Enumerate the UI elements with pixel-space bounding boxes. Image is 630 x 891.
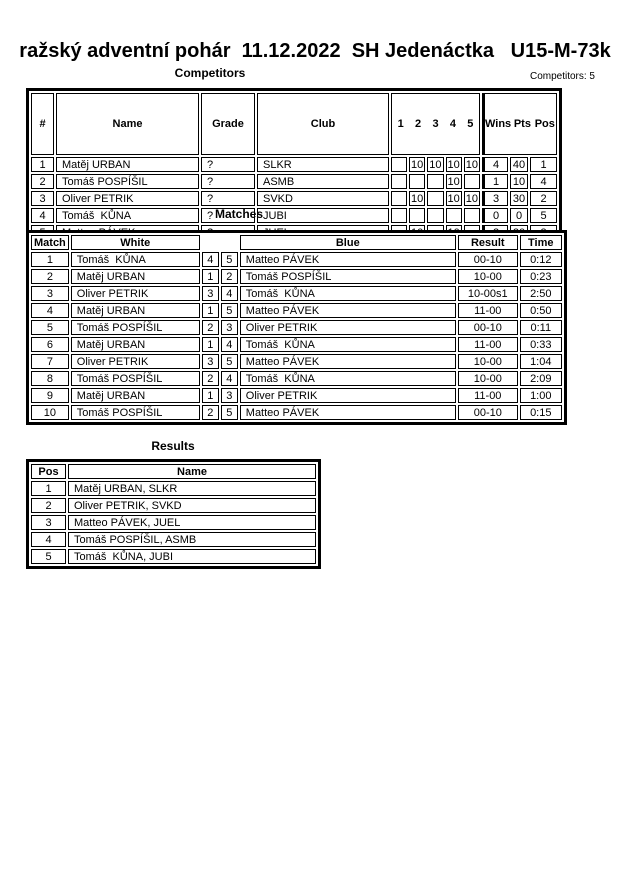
matches-heading: Matches bbox=[214, 207, 264, 221]
match-time-cell: 2:09 bbox=[520, 371, 562, 386]
results-header-row bbox=[31, 464, 316, 479]
match-wn-cell: 2 bbox=[202, 371, 219, 386]
competitor-name-cell: Oliver PETRIK bbox=[56, 191, 199, 206]
result-pos-cell: 3 bbox=[31, 515, 66, 530]
result-row bbox=[31, 498, 316, 513]
match-wn-cell: 1 bbox=[202, 303, 219, 318]
competitor-club-cell: JUBI bbox=[257, 208, 389, 223]
match-row bbox=[31, 354, 562, 369]
match-match-cell: 8 bbox=[31, 371, 69, 386]
col-header-opponents bbox=[391, 93, 480, 155]
match-match-cell: 2 bbox=[31, 269, 69, 284]
result-row bbox=[31, 549, 316, 564]
competitor-grade-cell: ? bbox=[201, 157, 255, 172]
match-bn-cell: 3 bbox=[221, 388, 238, 403]
competitor-s3-cell bbox=[427, 174, 443, 189]
competitors-header-row bbox=[31, 93, 557, 155]
competitor-s5-cell bbox=[464, 174, 480, 189]
col-header-result: Result bbox=[458, 235, 518, 250]
match-time-cell: 1:04 bbox=[520, 354, 562, 369]
opponent-col-label: 4 bbox=[449, 118, 456, 130]
match-result-cell: 00-10 bbox=[458, 405, 518, 420]
match-blue-cell: Matteo PÁVEK bbox=[240, 405, 456, 420]
result-row bbox=[31, 532, 316, 547]
match-time-cell: 1:00 bbox=[520, 388, 562, 403]
match-result-cell: 00-10 bbox=[458, 252, 518, 267]
match-blue-cell: Tomáš KŮNA bbox=[240, 286, 456, 301]
competitor-club-cell: SLKR bbox=[257, 157, 389, 172]
match-result-cell: 10-00s1 bbox=[458, 286, 518, 301]
match-bn-cell: 5 bbox=[221, 354, 238, 369]
match-bn-cell: 4 bbox=[221, 371, 238, 386]
match-row bbox=[31, 388, 562, 403]
competitor-s1-cell bbox=[391, 157, 407, 172]
competitor-wins-cell: 3 bbox=[482, 191, 508, 206]
competitor-num-cell: 4 bbox=[31, 208, 54, 223]
match-blue-cell: Matteo PÁVEK bbox=[240, 303, 456, 318]
match-blue-cell: Oliver PETRIK bbox=[240, 388, 456, 403]
competitor-grade-cell: ? bbox=[201, 208, 255, 223]
competitor-wins-cell: 0 bbox=[482, 208, 508, 223]
match-result-cell: 10-00 bbox=[458, 354, 518, 369]
match-white-cell: Matěj URBAN bbox=[71, 303, 200, 318]
col-header-time: Time bbox=[520, 235, 562, 250]
opponent-col-label: 1 bbox=[397, 118, 404, 130]
competitor-wins-cell: 1 bbox=[482, 174, 508, 189]
match-row bbox=[31, 286, 562, 301]
col-header-pos: Pos bbox=[31, 464, 66, 479]
competitor-s1-cell bbox=[391, 191, 407, 206]
opponent-col-label: 3 bbox=[432, 118, 439, 130]
match-white-cell: Tomáš POSPÍŠIL bbox=[71, 371, 200, 386]
match-match-cell: 9 bbox=[31, 388, 69, 403]
match-result-cell: 11-00 bbox=[458, 303, 518, 318]
match-bn-cell: 4 bbox=[221, 337, 238, 352]
match-bn-cell: 4 bbox=[221, 286, 238, 301]
match-wn-cell: 1 bbox=[202, 388, 219, 403]
competitor-s2-cell: 10 bbox=[411, 158, 424, 171]
match-white-cell: Matěj URBAN bbox=[71, 388, 200, 403]
match-time-cell: 0:50 bbox=[520, 303, 562, 318]
competitor-s5-cell: 10 bbox=[465, 158, 478, 171]
result-name-cell: Tomáš POSPÍŠIL, ASMB bbox=[68, 532, 316, 547]
match-row bbox=[31, 337, 562, 352]
competitor-pts-cell: 40 bbox=[510, 157, 528, 172]
competitor-row bbox=[31, 174, 557, 189]
competitor-name-cell: Tomáš POSPÍŠIL bbox=[56, 174, 199, 189]
match-blue-cell: Matteo PÁVEK bbox=[240, 354, 456, 369]
match-result-cell: 10-00 bbox=[458, 269, 518, 284]
match-wn-cell: 2 bbox=[202, 320, 219, 335]
competitor-name-cell: Tomáš KŮNA bbox=[56, 208, 199, 223]
result-pos-cell: 2 bbox=[31, 498, 66, 513]
match-time-cell: 0:23 bbox=[520, 269, 562, 284]
col-header-result-name: Name bbox=[68, 464, 316, 479]
competitor-s2-cell: 10 bbox=[411, 192, 424, 205]
competitor-name-cell: Matěj URBAN bbox=[56, 157, 199, 172]
matches-header-row bbox=[31, 235, 562, 250]
results-heading: Results bbox=[151, 439, 195, 453]
match-blue-cell: Tomáš KŮNA bbox=[240, 337, 456, 352]
match-time-cell: 2:50 bbox=[520, 286, 562, 301]
competitor-club-cell: SVKD bbox=[257, 191, 389, 206]
result-row bbox=[31, 515, 316, 530]
col-header-grade: Grade bbox=[201, 93, 255, 155]
match-match-cell: 6 bbox=[31, 337, 69, 352]
match-match-cell: 3 bbox=[31, 286, 69, 301]
match-wn-cell: 2 bbox=[202, 405, 219, 420]
col-header-blue: Blue bbox=[240, 235, 456, 250]
competitor-s4-cell: 10 bbox=[447, 192, 460, 205]
competitors-count: Competitors: 5 bbox=[529, 71, 595, 82]
pos-col-label: Pos bbox=[534, 118, 555, 130]
match-match-cell: 7 bbox=[31, 354, 69, 369]
match-bn-cell: 3 bbox=[221, 320, 238, 335]
matches-table bbox=[26, 230, 567, 425]
competitor-pos-cell: 1 bbox=[530, 157, 557, 172]
result-name-cell: Matěj URBAN, SLKR bbox=[68, 481, 316, 496]
competitor-s5-cell: 10 bbox=[465, 192, 478, 205]
match-blue-cell: Tomáš KŮNA bbox=[240, 371, 456, 386]
tournament-title: ražský adventní pohár 11.12.2022 SH Jedenáctka U15-M-73k bbox=[19, 40, 611, 62]
match-result-cell: 10-00 bbox=[458, 371, 518, 386]
match-row bbox=[31, 320, 562, 335]
match-time-cell: 0:33 bbox=[520, 337, 562, 352]
competitor-club-cell: ASMB bbox=[257, 174, 389, 189]
competitor-pts-cell: 30 bbox=[510, 191, 528, 206]
match-result-cell: 11-00 bbox=[458, 388, 518, 403]
match-blue-cell: Matteo PÁVEK bbox=[240, 252, 456, 267]
competitor-pts-cell: 0 bbox=[510, 208, 528, 223]
competitor-pts-cell: 10 bbox=[510, 174, 528, 189]
competitor-s4-cell: 10 bbox=[447, 158, 460, 171]
match-match-cell: 4 bbox=[31, 303, 69, 318]
match-wn-cell: 4 bbox=[202, 252, 219, 267]
match-row bbox=[31, 303, 562, 318]
match-white-cell: Tomáš KŮNA bbox=[71, 252, 200, 267]
opponent-col-label: 2 bbox=[415, 118, 422, 130]
pts-col-label: Pts bbox=[513, 118, 531, 130]
competitor-s2-cell bbox=[409, 174, 425, 189]
result-pos-cell: 1 bbox=[31, 481, 66, 496]
match-time-cell: 0:11 bbox=[520, 320, 562, 335]
match-white-cell: Oliver PETRIK bbox=[71, 286, 200, 301]
wins-col-label: Wins bbox=[485, 118, 512, 130]
competitors-heading: Competitors bbox=[174, 66, 246, 80]
match-blue-cell: Tomáš POSPÍŠIL bbox=[240, 269, 456, 284]
match-wn-cell: 3 bbox=[202, 354, 219, 369]
competitor-wins-cell: 4 bbox=[482, 157, 508, 172]
competitor-s1-cell bbox=[391, 174, 407, 189]
competitor-s4-cell: 10 bbox=[447, 175, 460, 188]
match-row bbox=[31, 371, 562, 386]
result-row bbox=[31, 481, 316, 496]
competitor-pos-cell: 4 bbox=[530, 174, 557, 189]
match-bn-cell: 5 bbox=[221, 405, 238, 420]
match-wn-cell: 1 bbox=[202, 269, 219, 284]
match-time-cell: 0:12 bbox=[520, 252, 562, 267]
match-match-cell: 5 bbox=[31, 320, 69, 335]
competitor-pos-cell: 5 bbox=[530, 208, 557, 223]
match-bn-cell: 5 bbox=[221, 252, 238, 267]
match-bn-cell: 2 bbox=[221, 269, 238, 284]
competitor-grade-cell: ? bbox=[201, 174, 255, 189]
competitor-grade-cell: ? bbox=[201, 191, 255, 206]
match-result-cell: 11-00 bbox=[458, 337, 518, 352]
col-header-score-group bbox=[482, 93, 557, 155]
col-header-white: White bbox=[71, 235, 200, 250]
col-header-number: # bbox=[31, 93, 54, 155]
match-bn-cell: 5 bbox=[221, 303, 238, 318]
result-name-cell: Oliver PETRIK, SVKD bbox=[68, 498, 316, 513]
match-time-cell: 0:15 bbox=[520, 405, 562, 420]
result-name-cell: Matteo PÁVEK, JUEL bbox=[68, 515, 316, 530]
col-header-spacer bbox=[202, 235, 238, 250]
competitor-num-cell: 3 bbox=[31, 191, 54, 206]
match-row bbox=[31, 269, 562, 284]
competitor-num-cell: 1 bbox=[31, 157, 54, 172]
match-white-cell: Matěj URBAN bbox=[71, 337, 200, 352]
results-table bbox=[26, 459, 321, 569]
match-row bbox=[31, 405, 562, 420]
match-wn-cell: 1 bbox=[202, 337, 219, 352]
competitor-s3-cell: 10 bbox=[429, 158, 442, 171]
match-wn-cell: 3 bbox=[202, 286, 219, 301]
result-name-cell: Tomáš KŮNA, JUBI bbox=[68, 549, 316, 564]
competitors-table bbox=[26, 88, 562, 245]
result-pos-cell: 5 bbox=[31, 549, 66, 564]
competitor-row bbox=[31, 191, 557, 206]
match-white-cell: Tomáš POSPÍŠIL bbox=[71, 405, 200, 420]
competitor-num-cell: 2 bbox=[31, 174, 54, 189]
competitor-row bbox=[31, 157, 557, 172]
match-match-cell: 1 bbox=[31, 252, 69, 267]
col-header-club: Club bbox=[257, 93, 389, 155]
competitor-pos-cell: 2 bbox=[530, 191, 557, 206]
opponent-col-label: 5 bbox=[467, 118, 474, 130]
match-white-cell: Matěj URBAN bbox=[71, 269, 200, 284]
competitor-s3-cell bbox=[427, 191, 443, 206]
match-blue-cell: Oliver PETRIK bbox=[240, 320, 456, 335]
match-result-cell: 00-10 bbox=[458, 320, 518, 335]
match-white-cell: Tomáš POSPÍŠIL bbox=[71, 320, 200, 335]
match-match-cell: 10 bbox=[31, 405, 69, 420]
match-white-cell: Oliver PETRIK bbox=[71, 354, 200, 369]
match-row bbox=[31, 252, 562, 267]
col-header-match: Match bbox=[31, 235, 69, 250]
result-pos-cell: 4 bbox=[31, 532, 66, 547]
col-header-name: Name bbox=[56, 93, 199, 155]
